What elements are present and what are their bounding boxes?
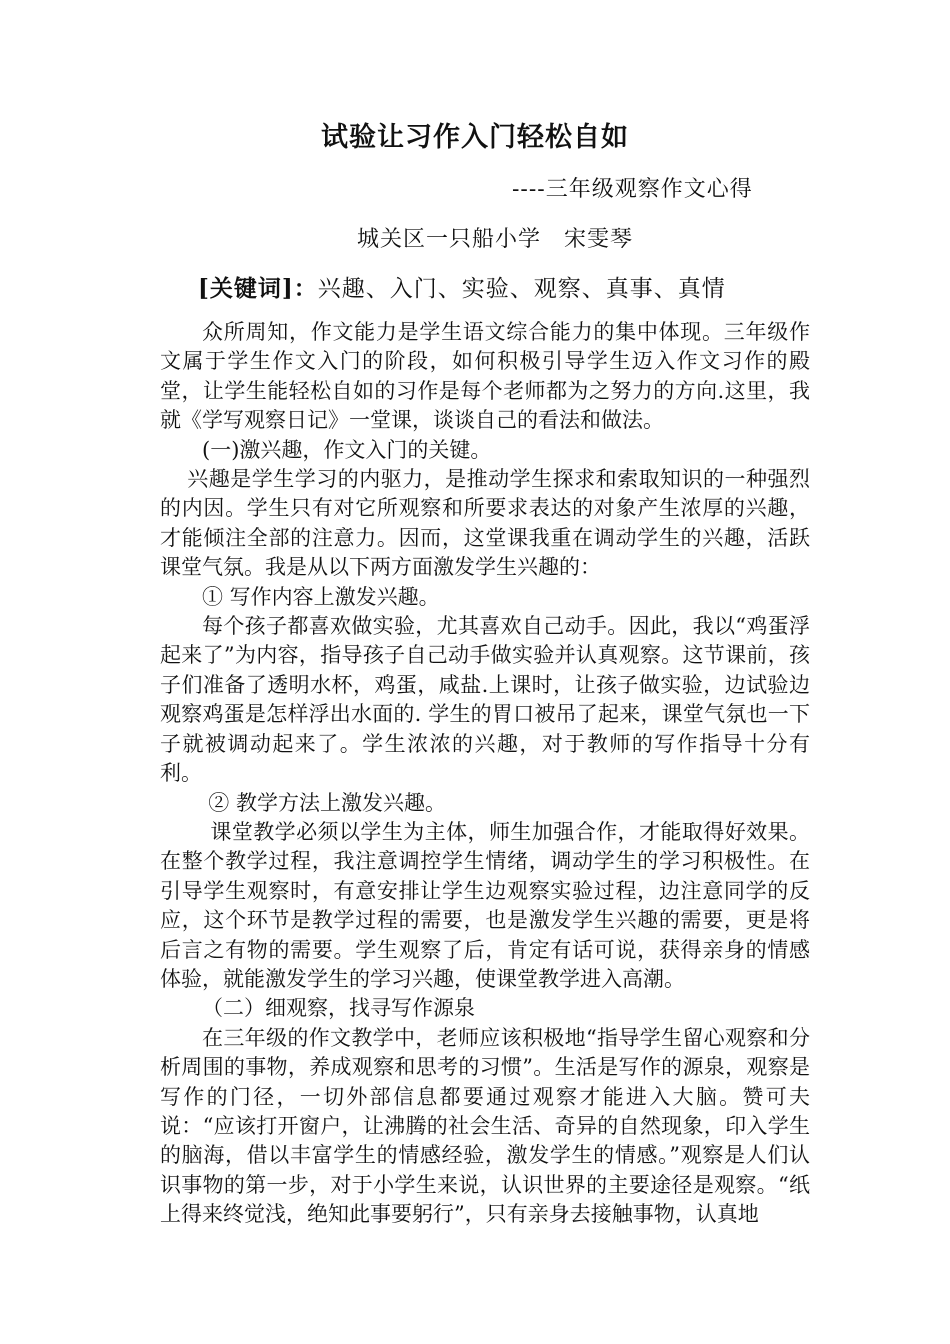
keywords-text: 兴趣、入门、实验、观察、真事、真情: [317, 276, 726, 302]
author-line: 城关区一只船小学 宋雯琴: [356, 227, 633, 252]
paragraph-interest: 兴趣是学生学习的内驱力，是推动学生探求和索取知识的一种强烈的内因。学生只有对它所观察和所要求表达的对象产生浓厚的兴趣，才能倾注全部的注意力。因而，这堂课我重在调动学生的兴趣，活跃课堂气氛。我是从以下两方面激发学生兴趣的：: [160, 467, 810, 580]
subheading-2: ② 教学方法上激发兴趣。: [208, 790, 446, 815]
document-title: 试验让习作入门轻松自如: [321, 122, 629, 153]
paragraph-observation: 在三年级的作文教学中，老师应该积极地“指导学生留心观察和分析周围的事物，养成观察和思考的习惯”。生活是写作的源泉，观察是写作的门径，一切外部信息都要通过观察才能进入大脑。赞可夫说：“应该打开窗户，让沸腾的社会生活、奇异的自然现象，印入学生的脑海，借以丰富学生的情感经验，激发学生的情感。”观察是人们认识事物的第一步，对于小学生来说，认识世界的主要途径是观察。“纸上得来终觉浅，绝知此事要躬行”，只有亲身去接触事物，认真地: [160, 1025, 810, 1227]
keywords-label: [关键词]：: [198, 275, 318, 302]
keywords-line: [198, 272, 726, 306]
document-subtitle: ----三年级观察作文心得: [512, 177, 753, 202]
section-heading-2: （二）细观察，找寻写作源泉: [202, 996, 475, 1021]
paragraph-method: 课堂教学必须以学生为主体，师生加强合作，才能取得好效果。在整个教学过程，我注意调控学生情绪，调动学生的学习积极性。在引导学生观察时，有意安排让学生边观察实验过程，边注意同学的反应，这个环节是教学过程的需要，也是激发学生兴趣的需要，更是将后言之有物的需要。学生观察了后，肯定有话可说，获得亲身的情感体验，就能激发学生的学习兴趣，使课堂教学进入高潮。: [160, 819, 810, 991]
subheading-1: ① 写作内容上激发兴趣。: [202, 584, 440, 609]
body-text: [160, 318, 810, 1230]
section-heading-1: (一)激兴趣，作文入门的关键。: [202, 437, 492, 462]
paragraph-experiment: 每个孩子都喜欢做实验，尤其喜欢自己动手。因此，我以“鸡蛋浮起来了”为内容，指导孩子自己动手做实验并认真观察。这节课前，孩子们准备了透明水杯，鸡蛋，咸盐.上课时，让孩子做实验，边试验边观察鸡蛋是怎样浮出水面的. 学生的胃口被吊了起来，课堂气氛也一下子就被调动起来了。学生浓浓的兴趣，对于教师的写作指导十分有利。: [160, 614, 810, 786]
paragraph-intro: 众所周知，作文能力是学生语文综合能力的集中体现。三年级作文属于学生作文入门的阶段，如何积极引导学生迈入作文习作的殿堂，让学生能轻松自如的习作是每个老师都为之努力的方向.这里，我就《学写观察日记》一堂课，谈谈自己的看法和做法。: [160, 320, 810, 433]
